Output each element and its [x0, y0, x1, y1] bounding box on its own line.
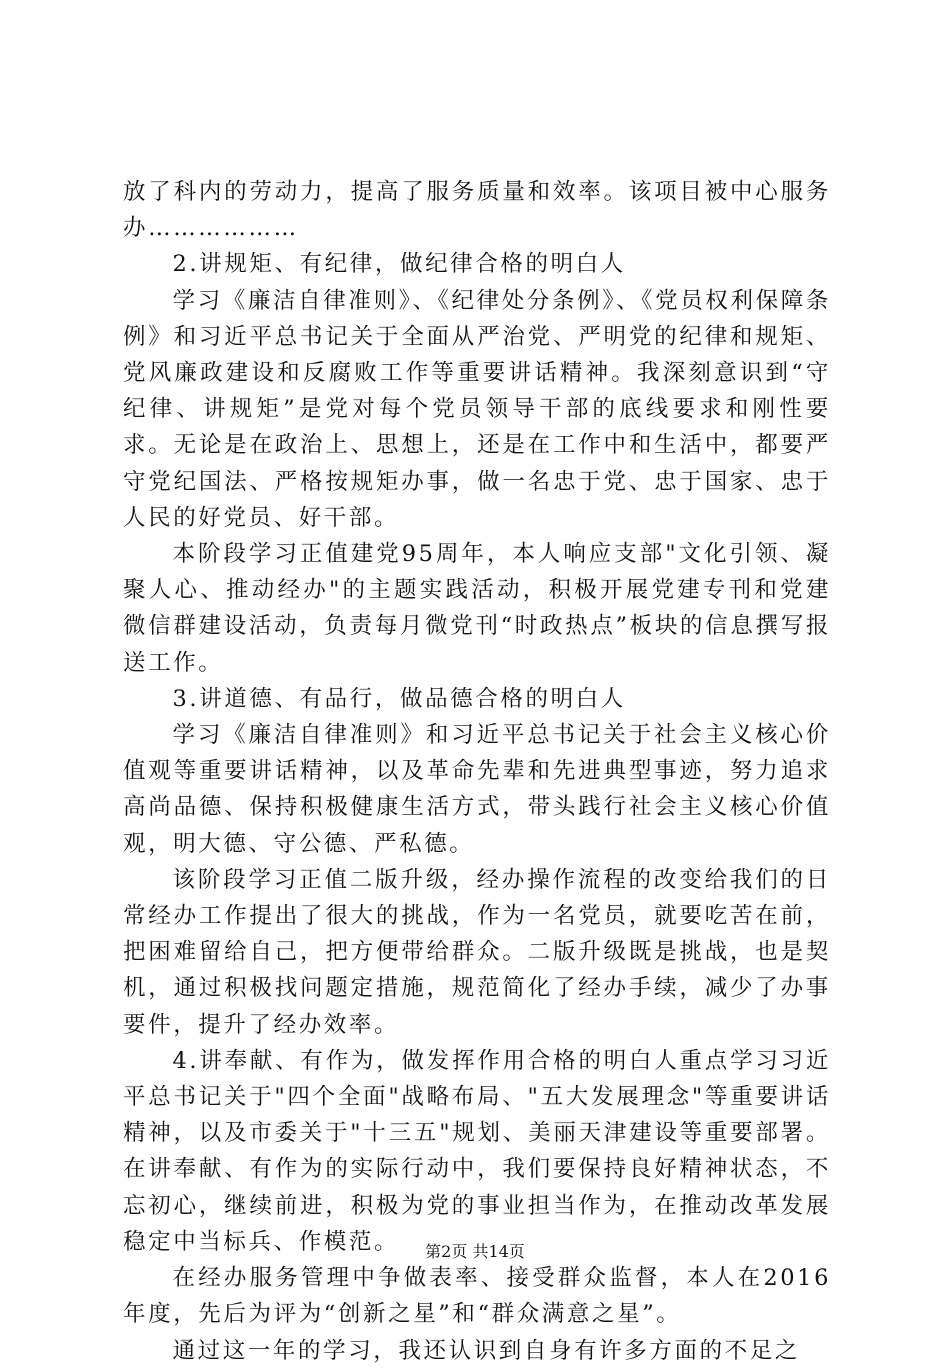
paragraph-awards: 在经办服务管理中争做表率、接受群众监督，本人在2016年度，先后为评为“创新之星”和“群众满意之星”。 — [123, 1265, 831, 1328]
heading-section-3: 3.讲道德、有品行，做品德合格的明白人 — [172, 685, 626, 712]
paragraph-moral-study: 学习《廉洁自律准则》和习近平总书记关于社会主义核心价值观等重要讲话精神，以及革命先辈和先进典型事迹，努力追求高尚品德、保持积极健康生活方式，带头践行社会主义核心价值观，明大德、守公德、严私德。 — [123, 722, 831, 857]
heading-section-2: 2.讲规矩、有纪律，做纪律合格的明白人 — [172, 251, 626, 278]
document-body — [123, 174, 831, 1369]
paragraph-party-anniversary: 本阶段学习正值建党95周年，本人响应支部"文化引领、凝聚人心、推动经办"的主题实践活动，积极开展党建专刊和党建微信群建设活动，负责每月微党刊“时政热点”板块的信息撰写报送工作。 — [123, 541, 831, 676]
heading-section-4: 4.讲奉献、有作为，做发挥作用合格的明白人重点学习习近平总书记关于"四个全面"战略布局、"五大发展理念"等重要讲话精神，以及市委关于"十三五"规划、美丽天津建设等重要部署。在讲奉献、有作为的实际行动中，我们要保持良好精神状态，不忘初心，继续前进，积极为党的事业担当作为，在推动改革发展稳定中当标兵、作模范。 — [123, 1047, 831, 1255]
paragraph-shortcomings: 通过这一年的学习，我还认识到自身有许多方面的不足之 — [172, 1337, 801, 1364]
paragraph-system-upgrade: 该阶段学习正值二版升级，经办操作流程的改变给我们的日常经办工作提出了很大的挑战，作为一名党员，就要吃苦在前，把困难留给自己，把方便带给群众。二版升级既是挑战，也是契机，通过积极找问题定措施，规范简化了经办手续，减少了办事要件，提升了经办效率。 — [123, 866, 831, 1038]
paragraph-discipline-study: 学习《廉洁自律准则》、《纪律处分条例》、《党员权利保障条例》和习近平总书记关于全面从严治党、严明党的纪律和规矩、党风廉政建设和反腐败工作等重要讲话精神。我深刻意识到“守纪律、讲规矩”是党对每个党员领导干部的底线要求和刚性要求。无论是在政治上、思想上，还是在工作中和生活中，都要严守党纪国法、严格按规矩办事，做一名忠于党、忠于国家、忠于人民的好党员、好干部。 — [123, 287, 831, 531]
paragraph-continuation: 放了科内的劳动力，提高了服务质量和效率。该项目被中心服务办……………… — [123, 179, 831, 242]
page-number-footer: 第2页 共14页 — [425, 1242, 525, 1261]
